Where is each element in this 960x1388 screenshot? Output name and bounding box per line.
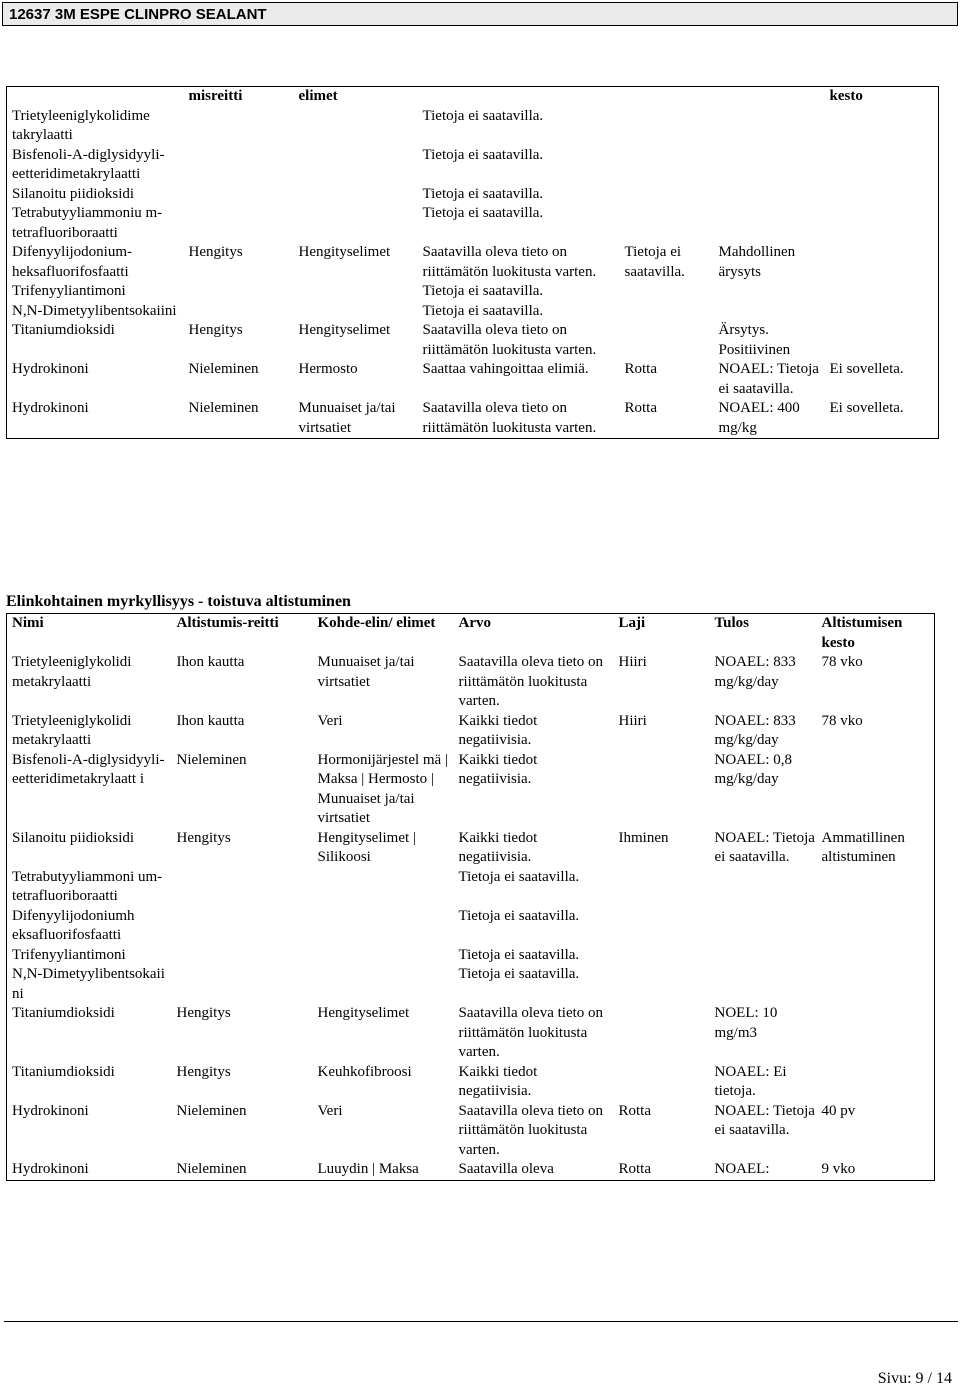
table-cell: Kaikki tiedot negatiivisia. [458, 829, 538, 865]
table-cell: Rotta [618, 1161, 651, 1177]
table-cell: Saatavilla oleva tieto on riittämätön luokitusta varten. [458, 1102, 604, 1158]
table-cell: Veri [317, 712, 343, 729]
table-cell: NOAEL: [714, 1161, 770, 1177]
table-cell: NOAEL: 400 mg/kg [718, 400, 800, 436]
table-cell: Hengitys [188, 322, 243, 338]
table-row [7, 712, 935, 751]
table-cell [184, 146, 294, 185]
table-cell [620, 302, 714, 322]
header-cell: elimet [298, 88, 338, 104]
table-cell [184, 185, 294, 205]
table-cell [714, 146, 825, 185]
table-cell: NOAEL: Tietoja ei saatavilla. [714, 829, 815, 865]
table-cell [184, 204, 294, 243]
table-cell: Hengityselimet [298, 322, 391, 338]
table-cell [825, 185, 939, 205]
header-cell: misreitti [188, 88, 243, 104]
table-cell: Ei sovelleta. [829, 400, 904, 416]
header-cell: Altistumis-reitti [176, 615, 279, 631]
table-cell: 78 vko [821, 712, 863, 729]
table-cell: Kaikki tiedot negatiivisia. [458, 712, 538, 748]
table-cell [620, 185, 714, 205]
table-row [7, 302, 939, 322]
table-cell [620, 146, 714, 185]
table-cell [313, 965, 454, 1004]
table-cell: Munuaiset ja/tai virtsatiet [298, 400, 396, 436]
table-cell [620, 321, 714, 360]
header-cell: Tulos [714, 615, 749, 631]
header-cell [418, 87, 620, 107]
table-cell [714, 107, 825, 146]
table-row [7, 1102, 935, 1161]
table-cell: NOAEL: Ei tietoja. [714, 1063, 787, 1099]
table-cell [614, 1004, 710, 1063]
header-cell: Kohde-elin/ elimet [317, 615, 436, 631]
table-cell: Luuydin | Maksa [317, 1161, 419, 1177]
table-cell: NOEL: 10 mg/m3 [714, 1005, 778, 1041]
table-cell [817, 946, 935, 966]
table-cell: Tietoja ei saatavilla. [458, 966, 580, 982]
table-cell: 40 pv [821, 1102, 856, 1119]
table-cell [714, 185, 825, 205]
table-cell: Ammatillinen altistuminen [821, 829, 905, 865]
table-cell: 78 vko [821, 654, 863, 670]
table-cell: Nieleminen [176, 1102, 247, 1119]
table-cell [825, 321, 939, 360]
table-cell: 9 vko [821, 1161, 856, 1177]
table-cell: Tietoja ei saatavilla. [458, 868, 580, 885]
table-cell [714, 204, 825, 243]
table-cell [825, 243, 939, 282]
table-cell: Bisfenoli-A-diglysidyyli-eetteridimetakrylaatt i [12, 751, 165, 787]
table-cell: Rotta [624, 400, 657, 416]
table-cell [313, 868, 454, 907]
table-cell [172, 907, 313, 946]
table-cell: Hydrokinoni [12, 1102, 89, 1119]
table-cell [294, 302, 418, 322]
table-cell: Ihminen [618, 829, 669, 846]
table-cell: Ihon kautta [176, 654, 245, 670]
table-cell: Saatavilla oleva tieto on riittämätön luokitusta varten. [422, 244, 597, 280]
table-cell [825, 146, 939, 185]
table-cell: Titaniumdioksidi [12, 1063, 115, 1080]
section-title: Elinkohtainen myrkyllisyys - toistuva altistuminen [6, 593, 351, 610]
table-cell: NOAEL: 833 mg/kg/day [714, 712, 796, 748]
table-cell: Silanoitu piidioksidi [12, 829, 135, 846]
table-cell: Hengityselimet | Silikoosi [317, 829, 416, 865]
table-cell [817, 751, 935, 829]
table-cell: Hengitys [176, 829, 231, 846]
table-cell: Veri [317, 1102, 343, 1119]
table-row [7, 321, 939, 360]
table-cell [817, 868, 935, 907]
table-cell [172, 868, 313, 907]
table-header-row [7, 614, 935, 654]
table-cell: Nieleminen [176, 1161, 247, 1177]
table-cell: Ihon kautta [176, 712, 245, 729]
table-cell: NOAEL: Tietoja ei saatavilla. [714, 1102, 815, 1138]
table-cell: Kaikki tiedot negatiivisia. [458, 751, 538, 787]
table-cell [714, 302, 825, 322]
table-cell [825, 302, 939, 322]
table-cell: Trietyleeniglykolidi metakrylaatti [12, 712, 132, 748]
table-cell: Tietoja ei saatavilla. [458, 907, 580, 924]
table-cell: Tietoja ei saatavilla. [422, 146, 544, 163]
table-cell: Tietoja ei saatavilla. [458, 946, 580, 963]
table-row [7, 107, 939, 146]
table-cell: Tietoja ei saatavilla. [422, 185, 544, 202]
table-cell: Saatavilla oleva tieto on riittämätön luokitusta varten. [458, 654, 604, 709]
table-row [7, 185, 939, 205]
header-cell: kesto [829, 88, 863, 104]
table-cell [184, 302, 294, 322]
table-cell: Hengitys [176, 1063, 231, 1080]
table-cell [294, 107, 418, 146]
table-cell: Tietoja ei saatavilla. [422, 205, 544, 221]
table-cell: N,N-Dimetyylibentsokaii ni [12, 966, 165, 1002]
table-row [7, 1160, 935, 1180]
table-cell [614, 1063, 710, 1102]
table-cell [817, 965, 935, 1004]
table-cell [710, 946, 817, 966]
table-cell: Saatavilla oleva tieto on riittämätön luokitusta varten. [422, 322, 597, 358]
document-title: 12637 3M ESPE CLINPRO SEALANT [9, 6, 267, 23]
table-cell: Ei sovelleta. [829, 361, 904, 377]
table-cell [614, 868, 710, 907]
table-cell: Rotta [624, 361, 657, 377]
table-cell: N,N-Dimetyylibentsokaiini [12, 302, 177, 319]
table-row [7, 1004, 935, 1063]
table-cell: Nieleminen [176, 751, 247, 768]
table-cell [825, 204, 939, 243]
table-cell [184, 282, 294, 302]
table-cell: Saatavilla oleva tieto on riittämätön luokitusta varten. [422, 400, 597, 436]
table-cell: Trietyleeniglykolidi metakrylaatti [12, 654, 132, 690]
table-cell: Bisfenoli-A-diglysidyyli-eetteridimetakrylaatti [12, 146, 165, 182]
table-cell: Saattaa vahingoittaa elimiä. [422, 361, 589, 377]
table-row [7, 946, 935, 966]
table-cell: Hengityselimet [317, 1005, 410, 1021]
table-row [7, 204, 939, 243]
table-cell: Kaikki tiedot negatiivisia. [458, 1063, 538, 1099]
table-cell [620, 107, 714, 146]
table-cell: Hengitys [176, 1005, 231, 1021]
table-cell: Hydrokinoni [12, 1161, 89, 1177]
table-cell: Ärsytys. Positiivinen [718, 322, 791, 358]
table-cell: Tietoja ei saatavilla. [422, 302, 544, 319]
table-cell: Hengitys [188, 244, 243, 260]
table-row [7, 360, 939, 399]
table-cell [313, 946, 454, 966]
table-cell: Hermosto [298, 361, 358, 377]
table-row [7, 282, 939, 302]
header-cell: Laji [618, 615, 646, 631]
table-cell [825, 282, 939, 302]
table-cell [294, 146, 418, 185]
table-cell [614, 965, 710, 1004]
table-header-row [7, 87, 939, 107]
single-exposure-table [6, 86, 939, 439]
table-cell: Saatavilla oleva [458, 1161, 554, 1177]
header-cell [714, 87, 825, 107]
table-cell: NOAEL: 0,8 mg/kg/day [714, 751, 792, 787]
table-cell: Tietoja ei saatavilla. [624, 244, 685, 280]
table-cell [710, 965, 817, 1004]
table-cell [714, 282, 825, 302]
table-row [7, 243, 939, 282]
table-cell: Tetrabutyyliammoni um-tetrafluoriboraatti [12, 868, 163, 904]
table-cell [817, 907, 935, 946]
table-cell: Mahdollinen ärysyts [718, 244, 796, 280]
table-cell: Hydrokinoni [12, 400, 89, 416]
table-cell: Hengityselimet [298, 244, 391, 260]
table-cell [184, 107, 294, 146]
table-cell [294, 185, 418, 205]
table-cell [614, 907, 710, 946]
table-cell: Tietoja ei saatavilla. [422, 283, 544, 299]
document-header [2, 2, 958, 26]
table-cell: Hydrokinoni [12, 361, 89, 377]
table-cell: Tetrabutyyliammoniu m- tetrafluoriboraatti [12, 205, 163, 241]
table-cell [614, 946, 710, 966]
table-cell: Difenyylijodonium-heksafluorifosfaatti [12, 244, 132, 280]
table-row [7, 146, 939, 185]
table-cell: Trifenyyliantimoni [12, 283, 126, 299]
table-row [7, 829, 935, 868]
table-cell [614, 751, 710, 829]
table-cell: Hormonijärjestel mä | Maksa | Hermosto | Munuaiset ja/tai virtsatiet [317, 751, 448, 826]
table-cell: Nieleminen [188, 400, 259, 416]
header-cell [620, 87, 714, 107]
table-cell [294, 282, 418, 302]
table-row [7, 907, 935, 946]
table-cell: Saatavilla oleva tieto on riittämätön luokitusta varten. [458, 1005, 604, 1060]
table-cell: Titaniumdioksidi [12, 322, 115, 338]
header-cell: Arvo [458, 615, 491, 631]
table-cell [172, 946, 313, 966]
table-cell [817, 1004, 935, 1063]
table-cell [620, 282, 714, 302]
table-cell: Silanoitu piidioksidi [12, 185, 135, 202]
table-cell: Trietyleeniglykolidime takrylaatti [12, 107, 150, 143]
page-number: Sivu: 9 / 14 [877, 1370, 952, 1387]
table-cell [313, 907, 454, 946]
table-cell: NOAEL: 833 mg/kg/day [714, 654, 796, 690]
table-cell: NOAEL: Tietoja ei saatavilla. [718, 361, 819, 397]
header-cell: Altistumisen kesto [821, 615, 903, 651]
table-cell [710, 907, 817, 946]
repeated-exposure-table [6, 613, 935, 1181]
table-row [7, 1063, 935, 1102]
table-row [7, 653, 935, 712]
table-cell [294, 204, 418, 243]
table-row [7, 868, 935, 907]
table-cell: Trifenyyliantimoni [12, 946, 126, 963]
table-cell: Hiiri [618, 712, 647, 729]
table-cell [172, 965, 313, 1004]
table-cell: Tietoja ei saatavilla. [422, 107, 544, 124]
header-cell [7, 87, 184, 107]
table-cell: Keuhkofibroosi [317, 1063, 412, 1080]
table-cell: Hiiri [618, 654, 647, 670]
table-cell: Rotta [618, 1102, 651, 1119]
table-row [7, 751, 935, 829]
header-cell: Nimi [12, 615, 44, 631]
footer-divider [4, 1321, 958, 1322]
table-cell: Munuaiset ja/tai virtsatiet [317, 654, 415, 690]
table-cell [817, 1063, 935, 1102]
table-row [7, 965, 935, 1004]
table-cell: Difenyylijodoniumh eksafluorifosfaatti [12, 907, 135, 943]
table-cell [620, 204, 714, 243]
table-cell: Nieleminen [188, 361, 259, 377]
table-cell [710, 868, 817, 907]
table-cell: Titaniumdioksidi [12, 1005, 115, 1021]
table-row [7, 399, 939, 439]
table-cell [825, 107, 939, 146]
